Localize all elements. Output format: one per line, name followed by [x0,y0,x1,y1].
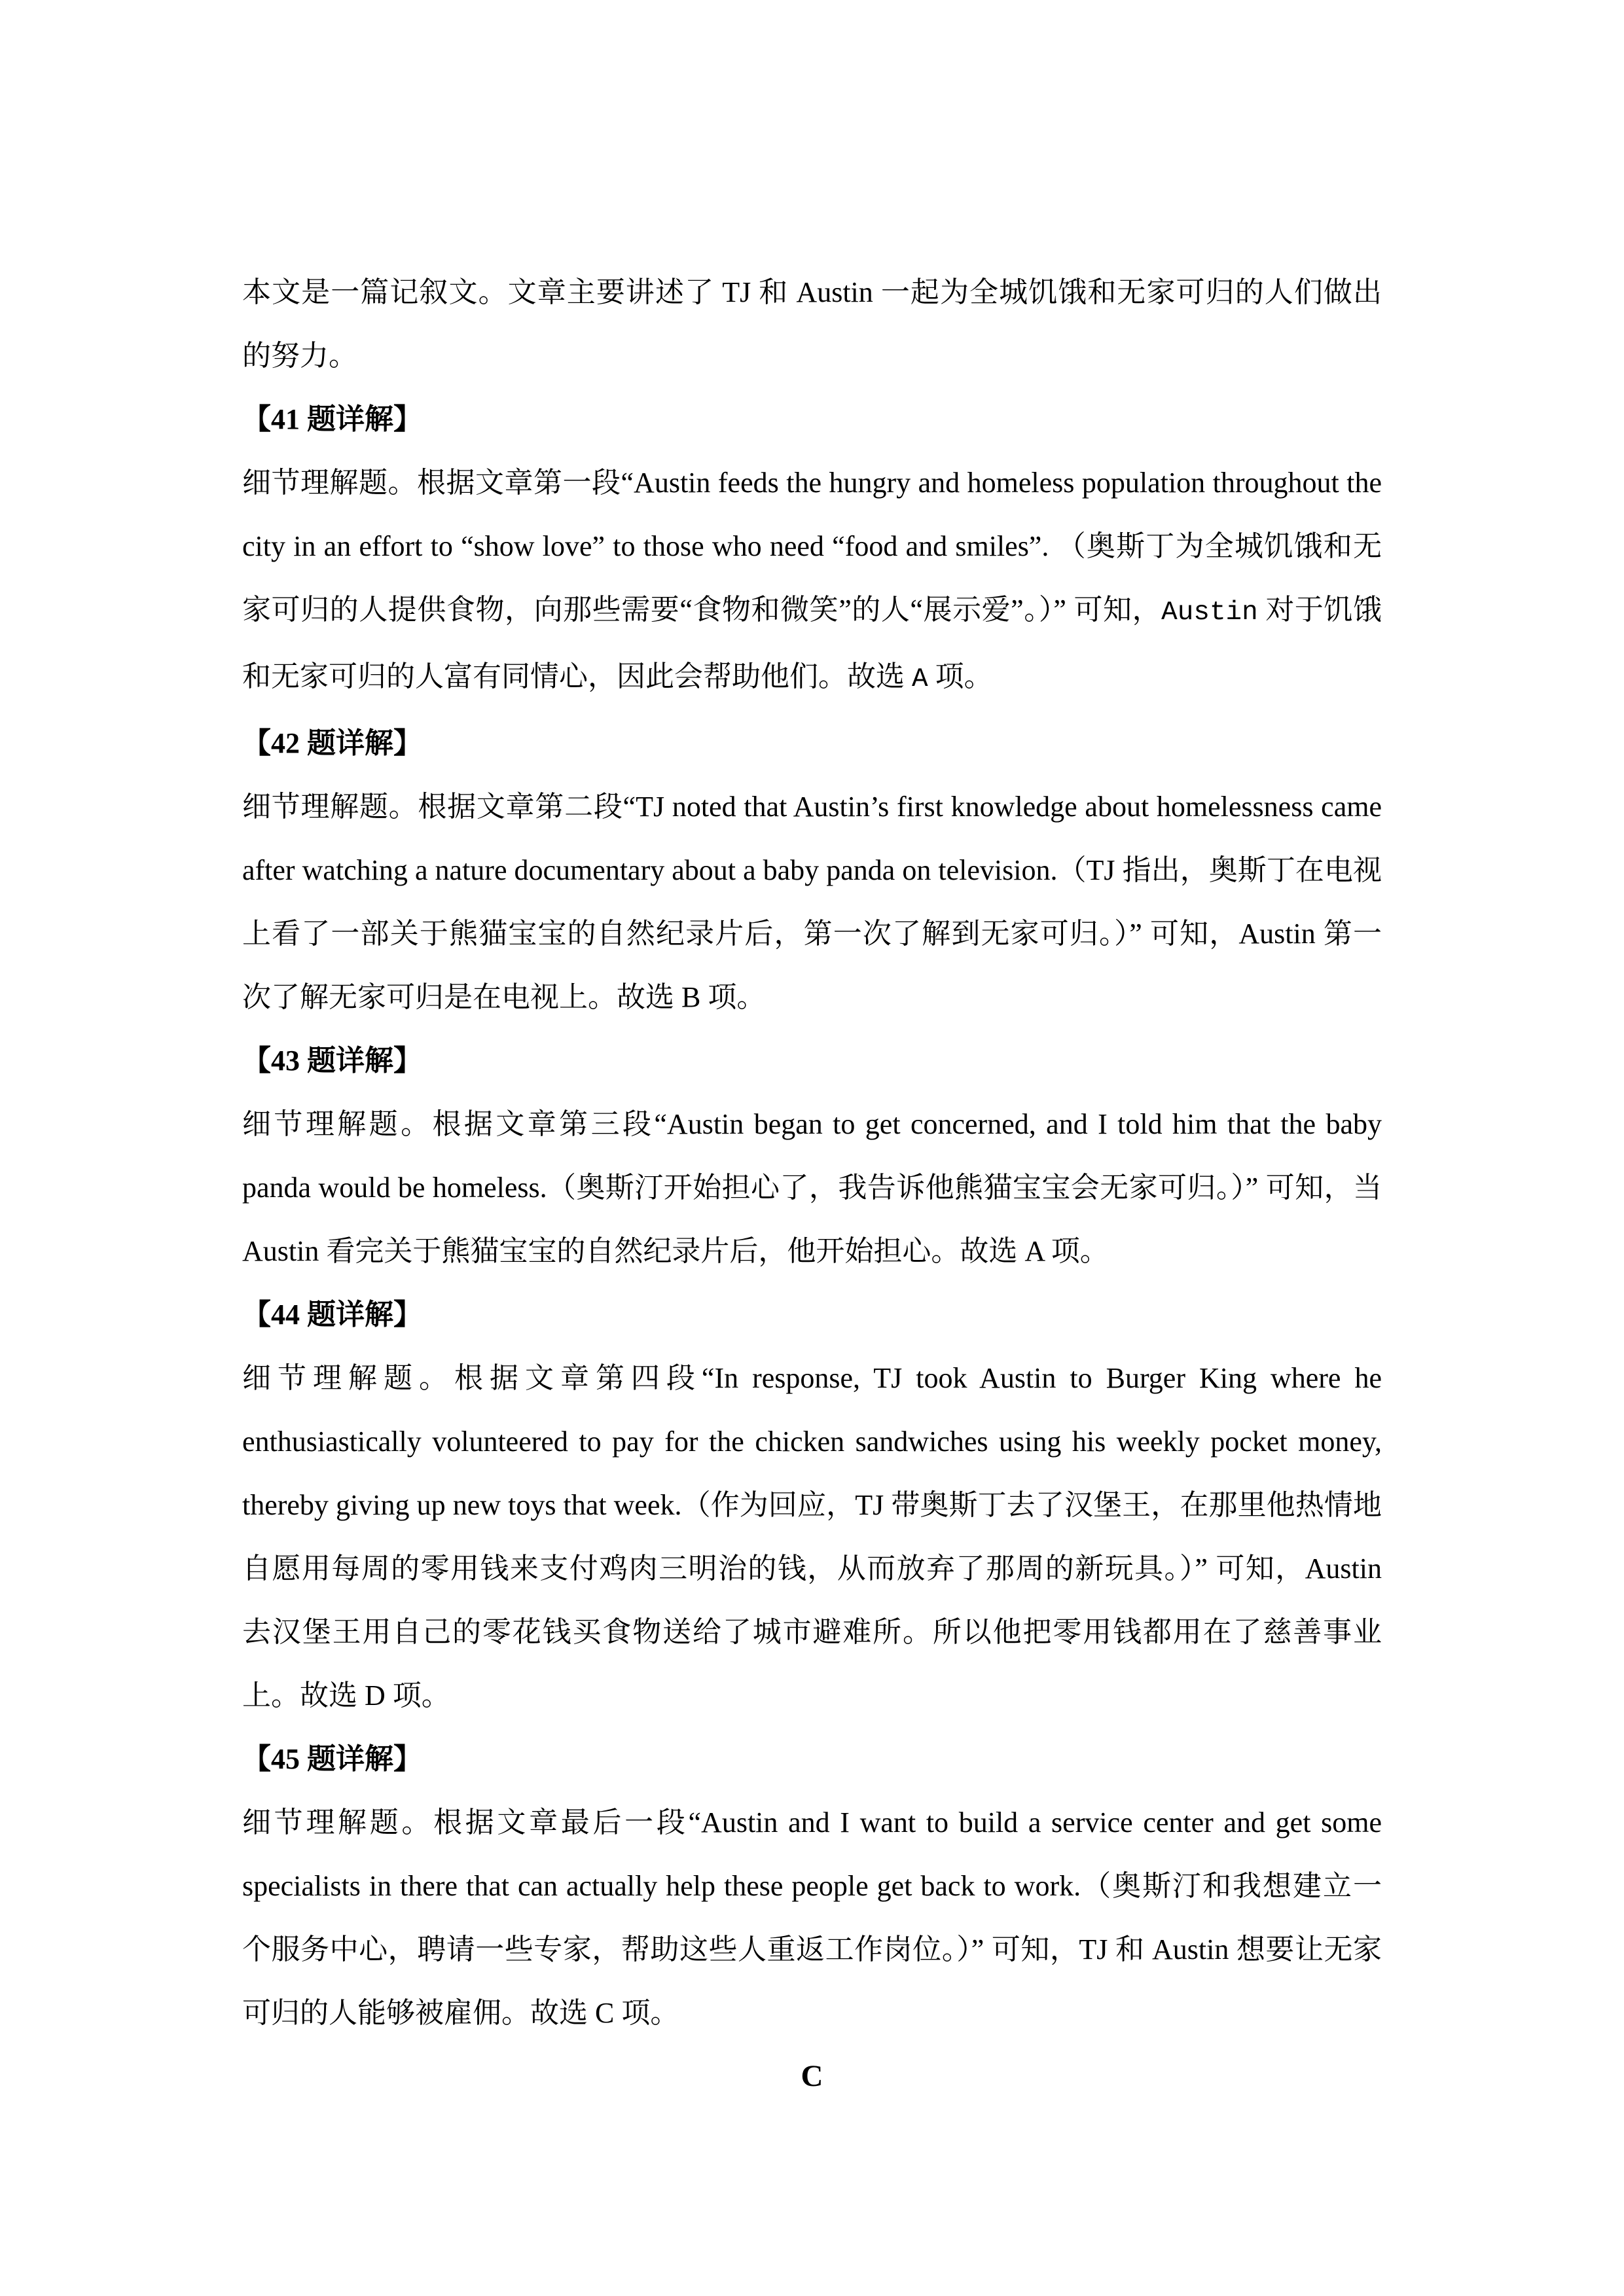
text-run: 对于饥饿和无家可归的人富有同情心，因此会帮助他们。故选 [242,594,1382,692]
text-run: 【43 题详解】 [242,1045,422,1077]
document-content [242,260,1382,2108]
section-heading [242,1283,1382,1346]
text-run: 细节理解题。根据文章最后一段“Austin and I want to build a service center and get some specialists in there that can actually help these people get back to work.（奥斯汀和我想建立一个服务中心，聘请一些专家，帮助这些人重返工作岗位。）” 可知，TJ 和 Austin 想要让无家可归的人能够被雇佣。故选 C 项。 [242,1806,1382,2029]
text-run: 【44 题详解】 [242,1299,422,1331]
paragraph [242,260,1382,387]
paragraph [242,1346,1382,1727]
text-run: 项。 [928,660,993,692]
text-run: 细节理解题。根据文章第四段“In response, TJ took Austin to Burger King where he enthusiastically volunteered to pay for the chicken sandwiches using his weekly pocket money, thereby giving up new toys that week.（作为回应，TJ 带奥斯丁去了汉堡王，在那里他热情地自愿用每周的零用钱来支付鸡肉三明治的钱，从而放弃了那周的新玩具。）” 可知，Austin 去汉堡王用自己的零花钱买食物送给了城市避难所。所以他把零用钱都用在了慈善事业上。故选 D 项。 [242,1362,1382,1712]
text-run: 【42 题详解】 [242,727,422,759]
text-run: 细节理解题。根据文章第一段“Austin feeds the hungry and homeless population throughout the city in an effort to “show love” to those who need “food and smiles”. （奥斯丁为全城饥饿和无家可归的人提供食物，向那些需要“食物和微笑”的人“展示爱”。）” 可知， [242,467,1382,626]
paragraph [242,1092,1382,1283]
text-run: 细节理解题。根据文章第三段“Austin began to get concerned, and I told him that the baby panda would be homeless.（奥斯汀开始担心了，我告诉他熊猫宝宝会无家可归。）” 可知，当 Austin 看完关于熊猫宝宝的自然纪录片后，他开始担心。故选 A 项。 [242,1108,1382,1267]
section-heading [242,1727,1382,1791]
passage-section-label: C [801,2059,823,2093]
section-heading [242,1029,1382,1092]
section-heading [242,387,1382,451]
paragraph [242,451,1382,711]
section-heading [242,711,1382,775]
text-run: 细节理解题。根据文章第二段“TJ noted that Austin’s first knowledge about homelessness came after watching a nature documentary about a baby panda on television.（TJ 指出，奥斯丁在电视上看了一部关于熊猫宝宝的自然纪录片后，第一次了解到无家可归。）” 可知，Austin 第一次了解无家可归是在电视上。故选 B 项。 [242,791,1382,1013]
paragraph [242,1791,1382,2045]
text-run-mono: Austin [1161,598,1258,628]
text-run-mono: A [912,664,928,694]
text-run: 本文是一篇记叙文。文章主要讲述了 TJ 和 Austin 一起为全城饥饿和无家可归的人们做出的努力。 [242,276,1382,372]
text-run: 【41 题详解】 [242,403,422,435]
paragraph [242,775,1382,1029]
text-run: 【45 题详解】 [242,1743,422,1775]
